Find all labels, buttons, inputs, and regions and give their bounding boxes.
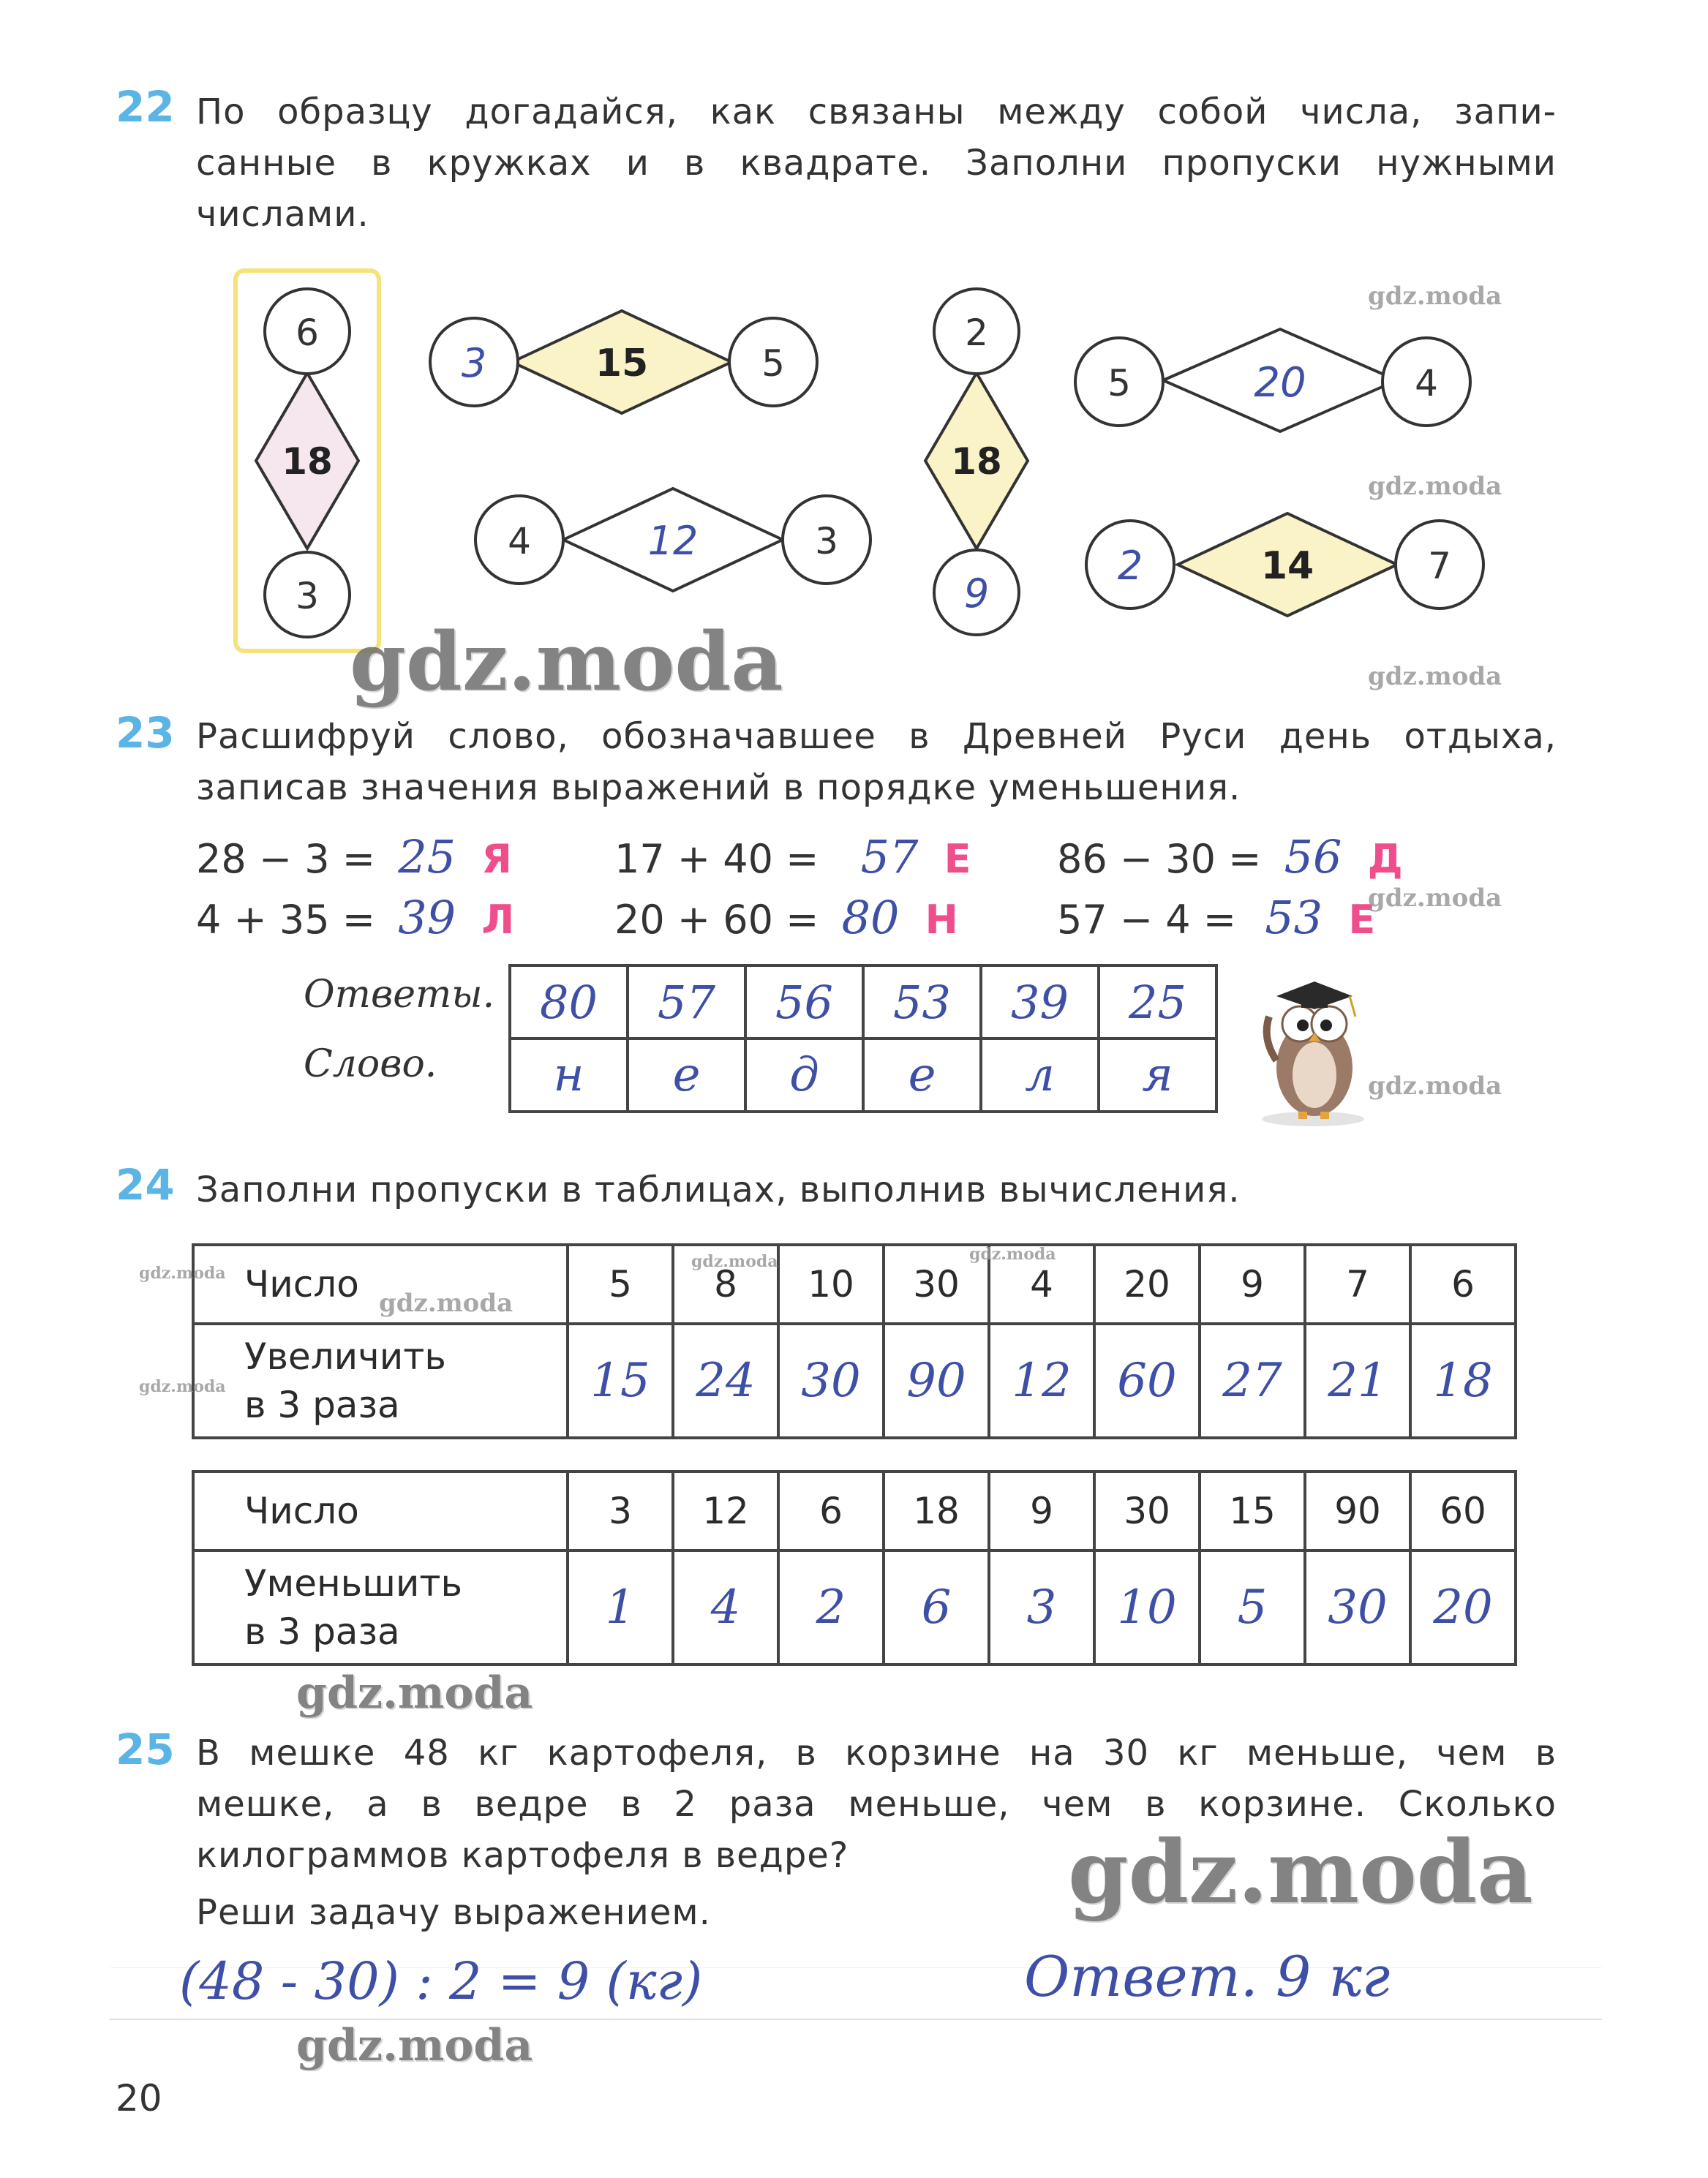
row-label: [193, 1550, 568, 1665]
fig6-left: 2: [1117, 543, 1143, 589]
fig4-bottom: 9: [963, 570, 990, 617]
expr-answer: 25: [398, 830, 456, 883]
table-row: [193, 1324, 1516, 1438]
expression-1: [196, 830, 512, 883]
task25-line-1: В мешке 48 кг картофеля, в корзине на 30 кг меньше, чем в: [196, 1733, 1557, 1774]
fig5-left: 5: [1107, 362, 1131, 404]
figure-1: [256, 289, 358, 637]
row-label-line-2: в 3 раза: [244, 1384, 400, 1426]
result-cell: 60: [1094, 1324, 1200, 1438]
number-cell: 15: [1200, 1472, 1305, 1550]
number-cell: 9: [989, 1472, 1094, 1550]
fig1-top: 6: [296, 312, 319, 354]
number-cell: 5: [568, 1245, 673, 1324]
solution-answer: Ответ. 9 кг: [1024, 1944, 1391, 2009]
task-number-22: 22: [116, 82, 175, 132]
fig6-right: 7: [1428, 545, 1451, 587]
number-cell: 6: [778, 1472, 884, 1550]
number-cell: 9: [1200, 1245, 1305, 1324]
word-label: Слово.: [304, 1042, 437, 1086]
task-number-25: 25: [116, 1725, 175, 1774]
watermark: gdz.moda: [691, 1252, 778, 1271]
expression-5: [614, 891, 958, 944]
answer-cell: 56: [745, 965, 863, 1039]
fig3-right: 3: [815, 520, 838, 562]
answer-cell: 80: [510, 965, 628, 1039]
figure-3: [475, 489, 870, 591]
figure-2: [430, 311, 817, 413]
number-cell: 4: [989, 1245, 1094, 1324]
word-row: [510, 1039, 1216, 1112]
expr-text: 86 − 30 =: [1057, 836, 1262, 882]
task25-line-2: мешке, а в ведре в 2 раза меньше, чем в корзине. Сколько: [196, 1784, 1557, 1825]
answer-cell: 57: [628, 965, 745, 1039]
watermark: gdz.moda: [969, 1245, 1056, 1264]
table-row: [193, 1472, 1516, 1550]
decode-table: [508, 964, 1218, 1113]
watermark: gdz.moda: [379, 1289, 513, 1318]
result-cell: 18: [1410, 1324, 1516, 1438]
expr-letter: Д: [1367, 836, 1403, 882]
expr-answer: 80: [841, 891, 900, 944]
expr-letter: Я: [481, 836, 512, 882]
table-increase: [192, 1243, 1517, 1439]
figure-6: [1086, 513, 1483, 616]
fig4-top: 2: [965, 312, 988, 354]
answer-cell: 53: [863, 965, 981, 1039]
expr-letter: Л: [481, 897, 515, 943]
number-cell: 10: [778, 1245, 884, 1324]
fig2-left: 3: [461, 340, 487, 386]
word-cell: е: [863, 1039, 981, 1112]
number-cell: 8: [673, 1245, 778, 1324]
result-cell: 21: [1305, 1324, 1410, 1438]
expr-text: 17 + 40 =: [614, 836, 819, 882]
table-decrease: [192, 1470, 1517, 1666]
result-cell: 6: [884, 1550, 989, 1665]
number-cell: 3: [568, 1472, 673, 1550]
result-cell: 10: [1094, 1550, 1200, 1665]
result-cell: 15: [568, 1324, 673, 1438]
fig1-bottom: 3: [296, 575, 319, 617]
number-cell: 20: [1094, 1245, 1200, 1324]
number-cell: 6: [1410, 1245, 1516, 1324]
watermark: gdz.moda: [1368, 282, 1502, 311]
expr-letter: Е: [944, 836, 971, 882]
row-label-line-1: Увеличить: [244, 1335, 446, 1378]
task22-line-3: числами.: [196, 194, 369, 235]
fig5-right: 4: [1415, 362, 1438, 404]
fig1-center: 18: [282, 440, 333, 483]
number-cell: 30: [884, 1245, 989, 1324]
fig5-center: 20: [1254, 359, 1306, 407]
task23-line-2: записав значения выражений в порядке уменьшения.: [196, 767, 1241, 808]
expr-text: 57 − 4 =: [1057, 897, 1237, 943]
watermark: gdz.moda: [139, 1264, 226, 1283]
expression-6: [1057, 891, 1375, 944]
figure-4: [925, 289, 1028, 635]
number-cell: 18: [884, 1472, 989, 1550]
number-cell: 30: [1094, 1472, 1200, 1550]
result-cell: 24: [673, 1324, 778, 1438]
watermark: gdz.moda: [139, 1377, 226, 1396]
fig3-center: 12: [647, 518, 699, 564]
word-cell: н: [510, 1039, 628, 1112]
expression-4: [196, 891, 514, 944]
result-cell: 30: [778, 1324, 884, 1438]
row-label: Число: [193, 1245, 568, 1324]
watermark: gdz.moda: [1068, 1821, 1533, 1923]
fig3-left: 4: [508, 520, 531, 562]
result-cell: 90: [884, 1324, 989, 1438]
watermark: gdz.moda: [296, 2020, 533, 2071]
owl-illustration: [1247, 965, 1379, 1134]
expr-text: 4 + 35 =: [196, 897, 376, 943]
fig4-center: 18: [951, 440, 1002, 483]
expression-3: [1057, 830, 1403, 883]
task-number-23: 23: [116, 708, 175, 758]
expr-text: 28 − 3 =: [196, 836, 376, 882]
watermark: gdz.moda: [350, 614, 783, 709]
expr-answer: 39: [398, 891, 456, 944]
result-cell: 3: [989, 1550, 1094, 1665]
answer-cell: 39: [981, 965, 1099, 1039]
expr-letter: Н: [925, 897, 958, 943]
word-cell: я: [1099, 1039, 1216, 1112]
task25-line-3: килограммов картофеля в ведре?: [196, 1835, 849, 1876]
task22-line-2: санные в кружках и в квадрате. Заполни пропуски нужными: [196, 143, 1557, 184]
expr-answer: 57: [860, 830, 919, 883]
fig2-center: 15: [595, 342, 649, 385]
task22-figures: [0, 0, 1708, 658]
watermark: gdz.moda: [296, 1668, 533, 1719]
task-number-24: 24: [116, 1160, 175, 1210]
task22-line-1: По образцу догадайся, как связаны между собой числа, запи-: [196, 91, 1557, 132]
expr-answer: 53: [1265, 891, 1323, 944]
word-cell: е: [628, 1039, 745, 1112]
row-label-line-2: в 3 раза: [244, 1610, 400, 1653]
task24-text: Заполни пропуски в таблицах, выполнив вычисления.: [196, 1169, 1241, 1210]
table-row: [193, 1550, 1516, 1665]
row-label: Число: [193, 1472, 568, 1550]
word-cell: л: [981, 1039, 1099, 1112]
figure-5: [1075, 329, 1470, 432]
watermark: gdz.moda: [1368, 472, 1502, 501]
result-cell: 1: [568, 1550, 673, 1665]
fig6-center: 14: [1260, 544, 1314, 588]
answers-label: Ответы.: [304, 973, 495, 1017]
expr-text: 20 + 60 =: [614, 897, 819, 943]
fig2-right: 5: [761, 342, 785, 385]
watermark: gdz.moda: [1368, 883, 1502, 913]
page-number: 20: [116, 2077, 162, 2119]
task25-instruction: Реши задачу выражением.: [196, 1892, 711, 1933]
watermark: gdz.moda: [1368, 662, 1502, 691]
result-cell: 30: [1305, 1550, 1410, 1665]
result-cell: 20: [1410, 1550, 1516, 1665]
result-cell: 27: [1200, 1324, 1305, 1438]
row-label: [193, 1324, 568, 1438]
number-cell: 7: [1305, 1245, 1410, 1324]
row-label-line-1: Уменьшить: [244, 1562, 462, 1605]
result-cell: 4: [673, 1550, 778, 1665]
watermark: gdz.moda: [1368, 1071, 1502, 1101]
result-cell: 12: [989, 1324, 1094, 1438]
expr-letter: Е: [1348, 897, 1376, 943]
expression-2: [614, 830, 971, 883]
solution-expression: (48 - 30) : 2 = 9 (кг): [179, 1951, 703, 2011]
answers-row: [510, 965, 1216, 1039]
answer-cell: 25: [1099, 965, 1216, 1039]
number-cell: 12: [673, 1472, 778, 1550]
number-cell: 90: [1305, 1472, 1410, 1550]
result-cell: 2: [778, 1550, 884, 1665]
task23-line-1: Расшифруй слово, обозначавшее в Древней Руси день отдыха,: [196, 716, 1557, 757]
result-cell: 5: [1200, 1550, 1305, 1665]
expr-answer: 56: [1284, 830, 1342, 883]
word-cell: д: [745, 1039, 863, 1112]
number-cell: 60: [1410, 1472, 1516, 1550]
